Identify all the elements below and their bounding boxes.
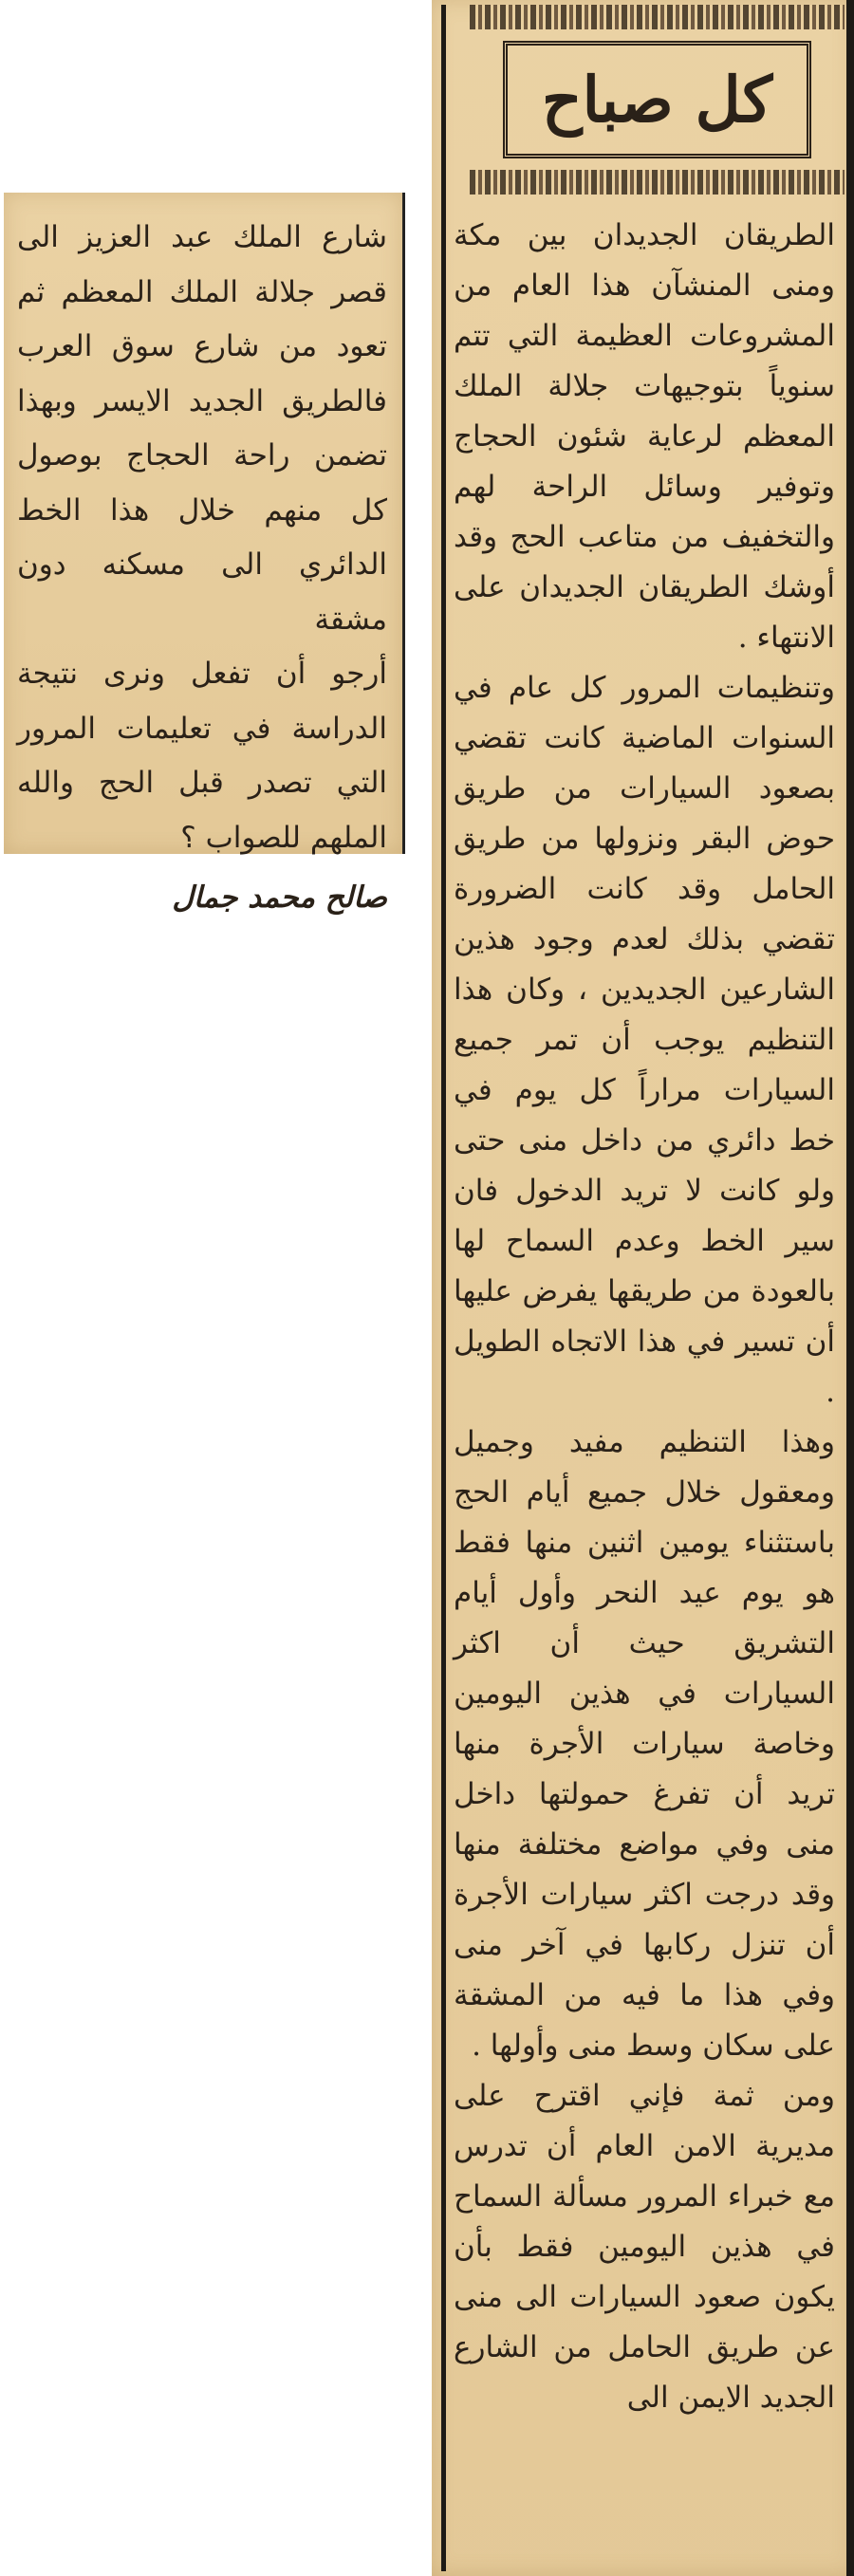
ornament-border-top: [470, 5, 845, 29]
paragraph: الطريقان الجديدان بين مكة ومنى المنشآن هذا العام من المشروعات العظيمة التي تتم سنوياً بتوجيهات جلالة الملك المعظم لرعاية شئون الحجاج وتوفير وسائل الراحة لهم والتخفيف من متاعب الحج وقد أوشك الطريقان الجديدان على الانتهاء .: [454, 218, 835, 655]
column-masthead: [470, 5, 845, 195]
paragraph: شارع الملك عبد العزيز الى قصر جلالة الملك المعظم ثم تعود من شارع سوق العرب فالطريق الجديد الايسر وبهذا تضمن راحة الحجاج بوصول كل منهم خلال هذا الخط الدائري الى مسكنه دون مشقة: [17, 220, 387, 637]
column-title: كل صباح: [541, 63, 773, 137]
paragraph: أرجو أن تفعل ونرى نتيجة الدراسة في تعليمات المرور التي تصدر قبل الحج والله الملهم للصواب ؟: [17, 657, 387, 855]
paragraph: وتنظيمات المرور كل عام في السنوات الماضية كانت تقضي بصعود السيارات من طريق حوض البقر ونزولها من طريق الحامل وقد كانت الضرورة تقضي بذلك لعدم وجود هذين الشارعين الجديدين ، وكان هذا التنظيم يوجب أن تمر جميع السيارات مراراً كل يوم في خط دائري من داخل منى حتى ولو كانت لا تريد الدخول فان سير الخط وعدم السماح لها بالعودة من طريقها يفرض عليها أن تسير في هذا الاتجاه الطويل .: [454, 671, 835, 1409]
ornament-border-bottom: [470, 170, 845, 195]
masthead-frame: [503, 41, 811, 158]
paragraph: وهذا التنظيم مفيد وجميل ومعقول خلال جميع أيام الحج باستثناء يومين اثنين منها فقط هو يوم عيد النحر وأول أيام التشريق حيث أن اكثر السيارات في هذين اليومين وخاصة سيارات الأجرة منها تريد أن تفرغ حمولتها داخل منى وفي مواضع مختلفة منها وقد درجت اكثر سيارات الأجرة أن تنزل ركابها في آخر منى وفي هذا ما فيه من المشقة على سكان وسط منى وأولها .: [454, 1425, 835, 2063]
article-continuation: [17, 211, 387, 926]
article-body: [454, 211, 835, 2423]
column-rule: [441, 5, 446, 2571]
paragraph: ومن ثمة فإني اقترح على مديرية الامن العام أن تدرس مع خبراء المرور مسألة السماح في هذين اليومين فقط بأن يكون صعود السيارات الى منى عن طريق الحامل من الشارع الجديد الايمن الى: [454, 2079, 835, 2415]
author-signature: صالح محمد جمال: [172, 880, 387, 915]
column-rule-right: [846, 0, 854, 2576]
